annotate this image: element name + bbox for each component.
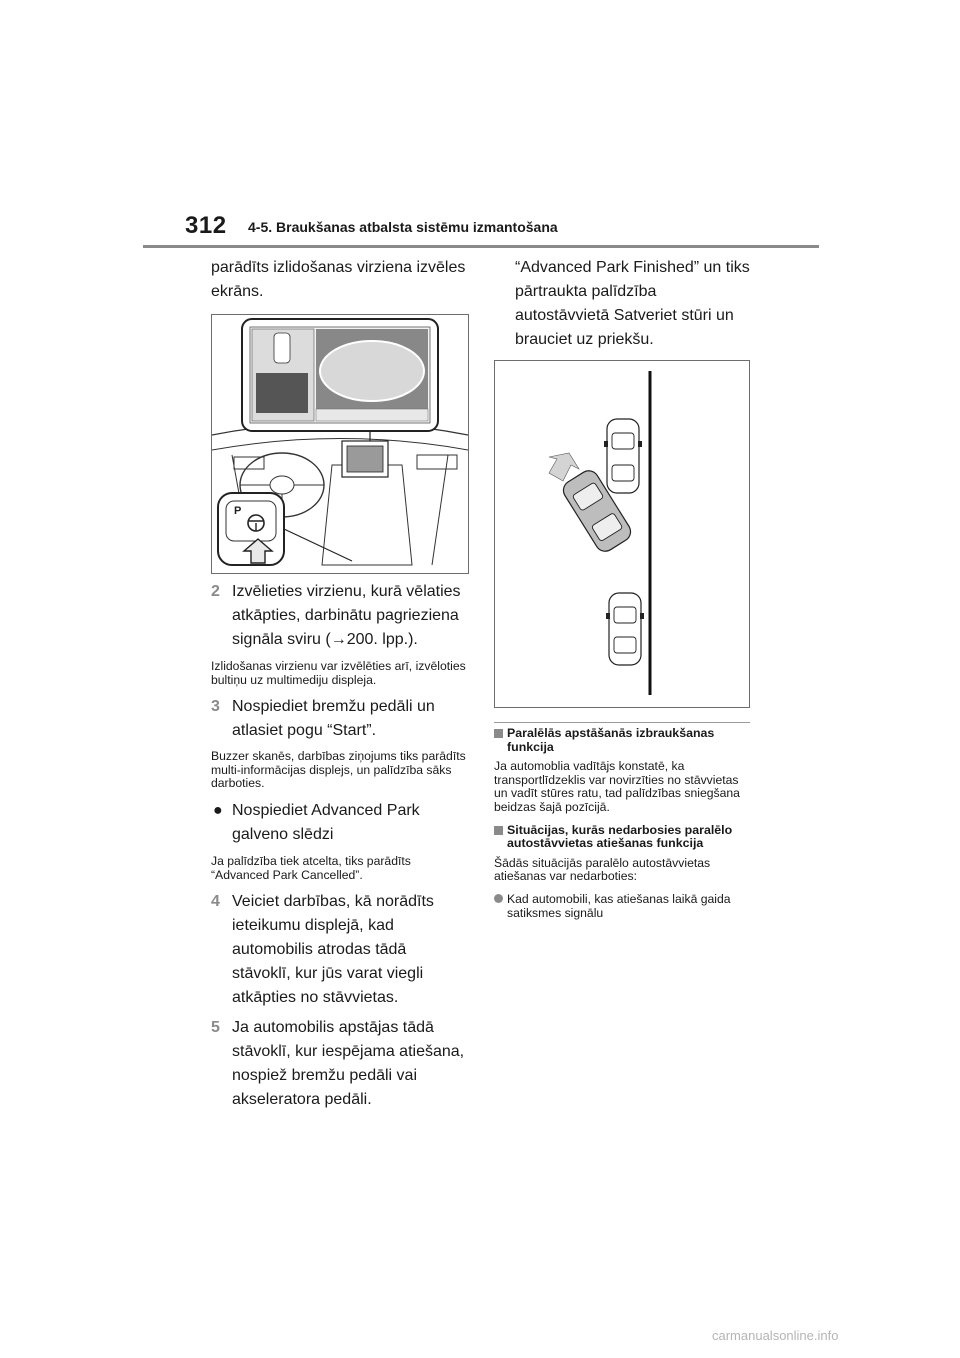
step-4-number: 4 bbox=[211, 893, 220, 911]
footer-watermark: carmanualsonline.info bbox=[712, 1328, 839, 1343]
step-5-text: Ja automobilis apstājas tādā stāvoklī, kur iespējama atiešana, nospiež bremžu pedāli vai akseleratora pedāli. bbox=[232, 1019, 465, 1109]
parking-exit-diagram bbox=[494, 360, 750, 708]
note-cancel: Ja palīdzība tiek atcelta, tiks parādīts “Advanced Park Cancelled”. bbox=[211, 853, 411, 882]
park-switch-bullet bbox=[211, 799, 469, 847]
bullet-icon bbox=[494, 894, 503, 903]
exit-direction-arrow bbox=[549, 453, 579, 481]
step-4 bbox=[211, 890, 469, 1010]
note-step-3: Buzzer skanēs, darbības ziņojums tiks parādīts multi-informācijas displejs, un palīdzība sāks darboties. bbox=[211, 749, 466, 791]
step-4-text: Veiciet darbības, kā norādīts ieteikumu displejā, kad automobilis atrodas tādā stāvoklī, kur jūs varat viegli atkāpties no stāvvietas. bbox=[232, 893, 434, 1007]
section-not-working-text: Šādās situācijās paralēlo autostāvvietas atiešanas var nedarboties: bbox=[494, 855, 711, 884]
section-heading-not-working-text: Situācijas, kurās nedarbosies paralēlo autostāvvietas atiešanas funkcija bbox=[507, 822, 733, 851]
intro-text: parādīts izlidošanas virziena izvēles ekrāns. bbox=[211, 259, 466, 300]
right-column bbox=[494, 254, 750, 920]
bullet-icon: ● bbox=[213, 801, 223, 819]
section-heading-not-working bbox=[494, 824, 750, 851]
park-switch-bullet-text: Nospiediet Advanced Park galveno slēdzi bbox=[232, 801, 420, 843]
section-marker-icon bbox=[494, 729, 503, 738]
note-step-2: Izlidošanas virzienu var izvēlēties arī, izvēloties bultiņu uz multimediju displeja. bbox=[211, 659, 466, 687]
section-parallel-exit-text: Ja automoblia vadītājs konstatē, ka transportlīdzeklis var novirzīties no stāvvietas un vadīt stūres ratu, tad palīdzības sniegšana beidzas šajā pozīcijā. bbox=[494, 759, 740, 814]
step-2-number: 2 bbox=[211, 583, 220, 600]
traffic-signal-bullet bbox=[494, 893, 750, 920]
section-title: 4-5. Braukšanas atbalsta sistēmu izmantošana bbox=[248, 219, 558, 235]
step-3-text: Nospiediet bremžu pedāli un atlasiet pogu “Start”. bbox=[232, 698, 435, 740]
parking-exit-drawing bbox=[495, 361, 749, 707]
step-2-text: Izvēlieties virzienu, kurā vēlaties atkāpties, darbinātu pagrieziena signāla sviru (→200. lpp.). bbox=[232, 583, 461, 648]
page-number: 312 bbox=[185, 212, 227, 239]
section-divider bbox=[494, 722, 750, 723]
section-heading-parallel-exit bbox=[494, 727, 750, 754]
step-3 bbox=[211, 695, 469, 743]
dashboard-illustration bbox=[211, 314, 469, 574]
dashboard-drawing bbox=[212, 315, 468, 573]
step-5 bbox=[211, 1016, 469, 1112]
header-divider bbox=[143, 245, 819, 248]
section-heading-parallel-exit-text: Paralēlās apstāšanās izbraukšanas funkcija bbox=[507, 726, 715, 754]
continued-text: “Advanced Park Finished” un tiks pārtraukta palīdzība autostāvvietā Satveriet stūri un brauciet uz priekšu. bbox=[515, 259, 750, 348]
left-column bbox=[211, 254, 469, 1112]
traffic-signal-bullet-text: Kad automobili, kas atiešanas laikā gaida satiksmes signālu bbox=[507, 891, 731, 920]
park-switch-label: P bbox=[234, 505, 242, 517]
parked-car-rear bbox=[606, 593, 644, 665]
parked-car-front bbox=[604, 419, 642, 493]
step-5-number: 5 bbox=[211, 1019, 220, 1037]
step-2 bbox=[211, 580, 469, 652]
section-marker-icon bbox=[494, 826, 503, 835]
step-3-number: 3 bbox=[211, 698, 220, 716]
